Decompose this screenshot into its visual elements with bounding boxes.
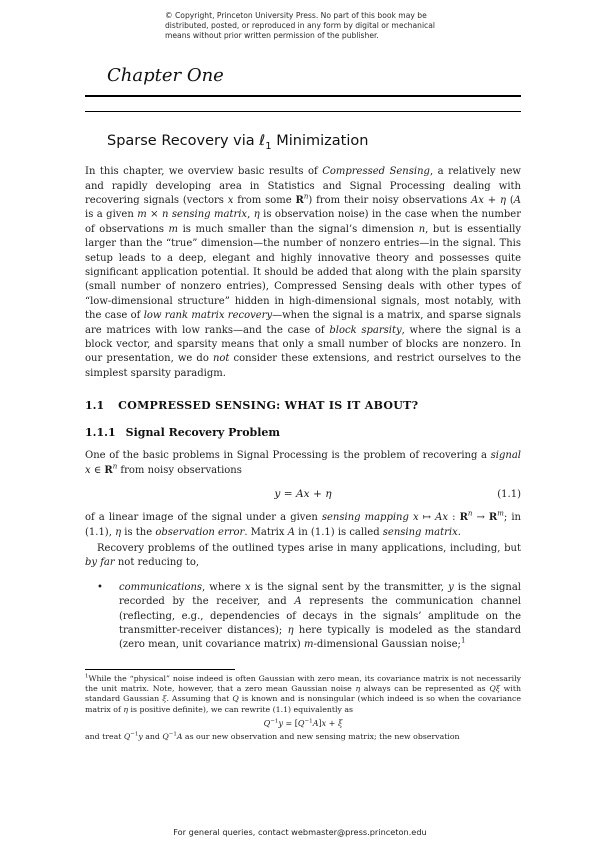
footer-contact-line: For general queries, contact webmaster@press.princeton.edu bbox=[173, 827, 427, 837]
footnote-equation: $Q^{-1}y = [Q^{-1}A]x + \xi$ bbox=[263, 718, 343, 728]
bullet-item-communications bbox=[85, 581, 521, 653]
section-heading bbox=[85, 399, 521, 412]
equation-1-1 bbox=[85, 487, 521, 502]
equation-tag: (1.1) bbox=[497, 489, 521, 501]
equation-body: y = Ax + η bbox=[274, 488, 332, 501]
bullet-text: communications, where x is the signal sent by the transmitter, y is the signal recorded by the receiver, and A represents the communication channel (reflecting, e.g., dependencies of decays in the signals’ amplitude on the transmitter-receiver distances); η here typically is modeled as the standard (zero mean, unit covariance matrix) m-dimensional Gaussian noise;$^1$ bbox=[119, 581, 522, 651]
chapter-rule-top bbox=[85, 95, 521, 97]
sensing-mapping-paragraph: of a linear image of the signal under a given sensing mapping x ↦ Ax : $R^n \to R^m$; in (1.1), η is the observation error. Matrix A in (1.1) is called sensing matrix. bbox=[85, 509, 521, 538]
intro-paragraph: In this chapter, we overview basic results of Compressed Sensing, a relatively new and rapidly developing area in Statistics and Signal Processing dealing with recovering signals (vectors x from some $R^n$) from their noisy observations Ax + η (A is a given m × n sensing matrix, η is observation noise) in the case when the number of observations m is much smaller than the signal’s dimension n, but is essentially larger than the “true” dimension—the number of nonzero entries—in the signal. This setup leads to a deep, elegant and highly innovative theory and possesses quite significant application potential. It should be added that along with the plain sparsity (small number of nonzero entries), Compressed Sensing deals with other types of “low-dimensional structure” hidden in high-dimensional signals, most notably, with the case of low rank matrix recovery—when the signal is a matrix, and sparse signals are matrices with low ranks—and the case of block sparsity, where the signal is a block vector, and sparsity means that only a small number of blocks are nonzero. In our presentation, we do not consider these extensions, and restrict ourselves to the simplest sparsity paradigm. bbox=[85, 166, 522, 379]
chapter-rule-bottom bbox=[85, 111, 521, 112]
signal-recovery-paragraph: One of the basic problems in Signal Processing is the problem of recovering a signal x ∈ $R^n$ from noisy observations bbox=[85, 450, 521, 476]
subsection-number: 1.1.1 bbox=[85, 426, 116, 440]
footnote-block bbox=[85, 669, 521, 742]
copyright-notice: © Copyright, Princeton University Press. No part of this book may be distributed, posted, or reproduced in any form by digital or mechanical means without prior written permission of the publisher. bbox=[164, 11, 435, 40]
section-title: COMPRESSED SENSING: WHAT IS IT ABOUT? bbox=[118, 399, 419, 413]
chapter-label: Chapter One bbox=[107, 65, 224, 86]
footnote-tail: and treat $Q^{-1}y$ and $Q^{-1}A$ as our new observation and new sensing matrix; the new observation bbox=[85, 731, 460, 741]
subsection-title: Signal Recovery Problem bbox=[125, 426, 281, 440]
section-number: 1.1 bbox=[85, 399, 105, 413]
footnote-rule bbox=[85, 669, 235, 670]
footnote-text: $^1$While the “physical” noise indeed is often Gaussian with zero mean, its covariance matrix is not necessarily the unit matrix. Note, however, that a zero mean Gaussian noise η always can be represented as Qξ with standard Gaussian ξ. Assuming that Q is known and is nonsingular (which indeed is so when the covariance matrix of η is positive definite), we can rewrite (1.1) equivalently as bbox=[85, 673, 521, 714]
recovery-applications-paragraph: Recovery problems of the outlined types arise in many applications, including, but by far not reducing to, bbox=[85, 542, 521, 569]
page-content bbox=[85, 0, 521, 742]
subsection-heading bbox=[85, 426, 521, 439]
chapter-title: Sparse Recovery via ℓ$_1$ Minimization bbox=[107, 133, 369, 153]
bullet-icon: • bbox=[97, 581, 103, 593]
